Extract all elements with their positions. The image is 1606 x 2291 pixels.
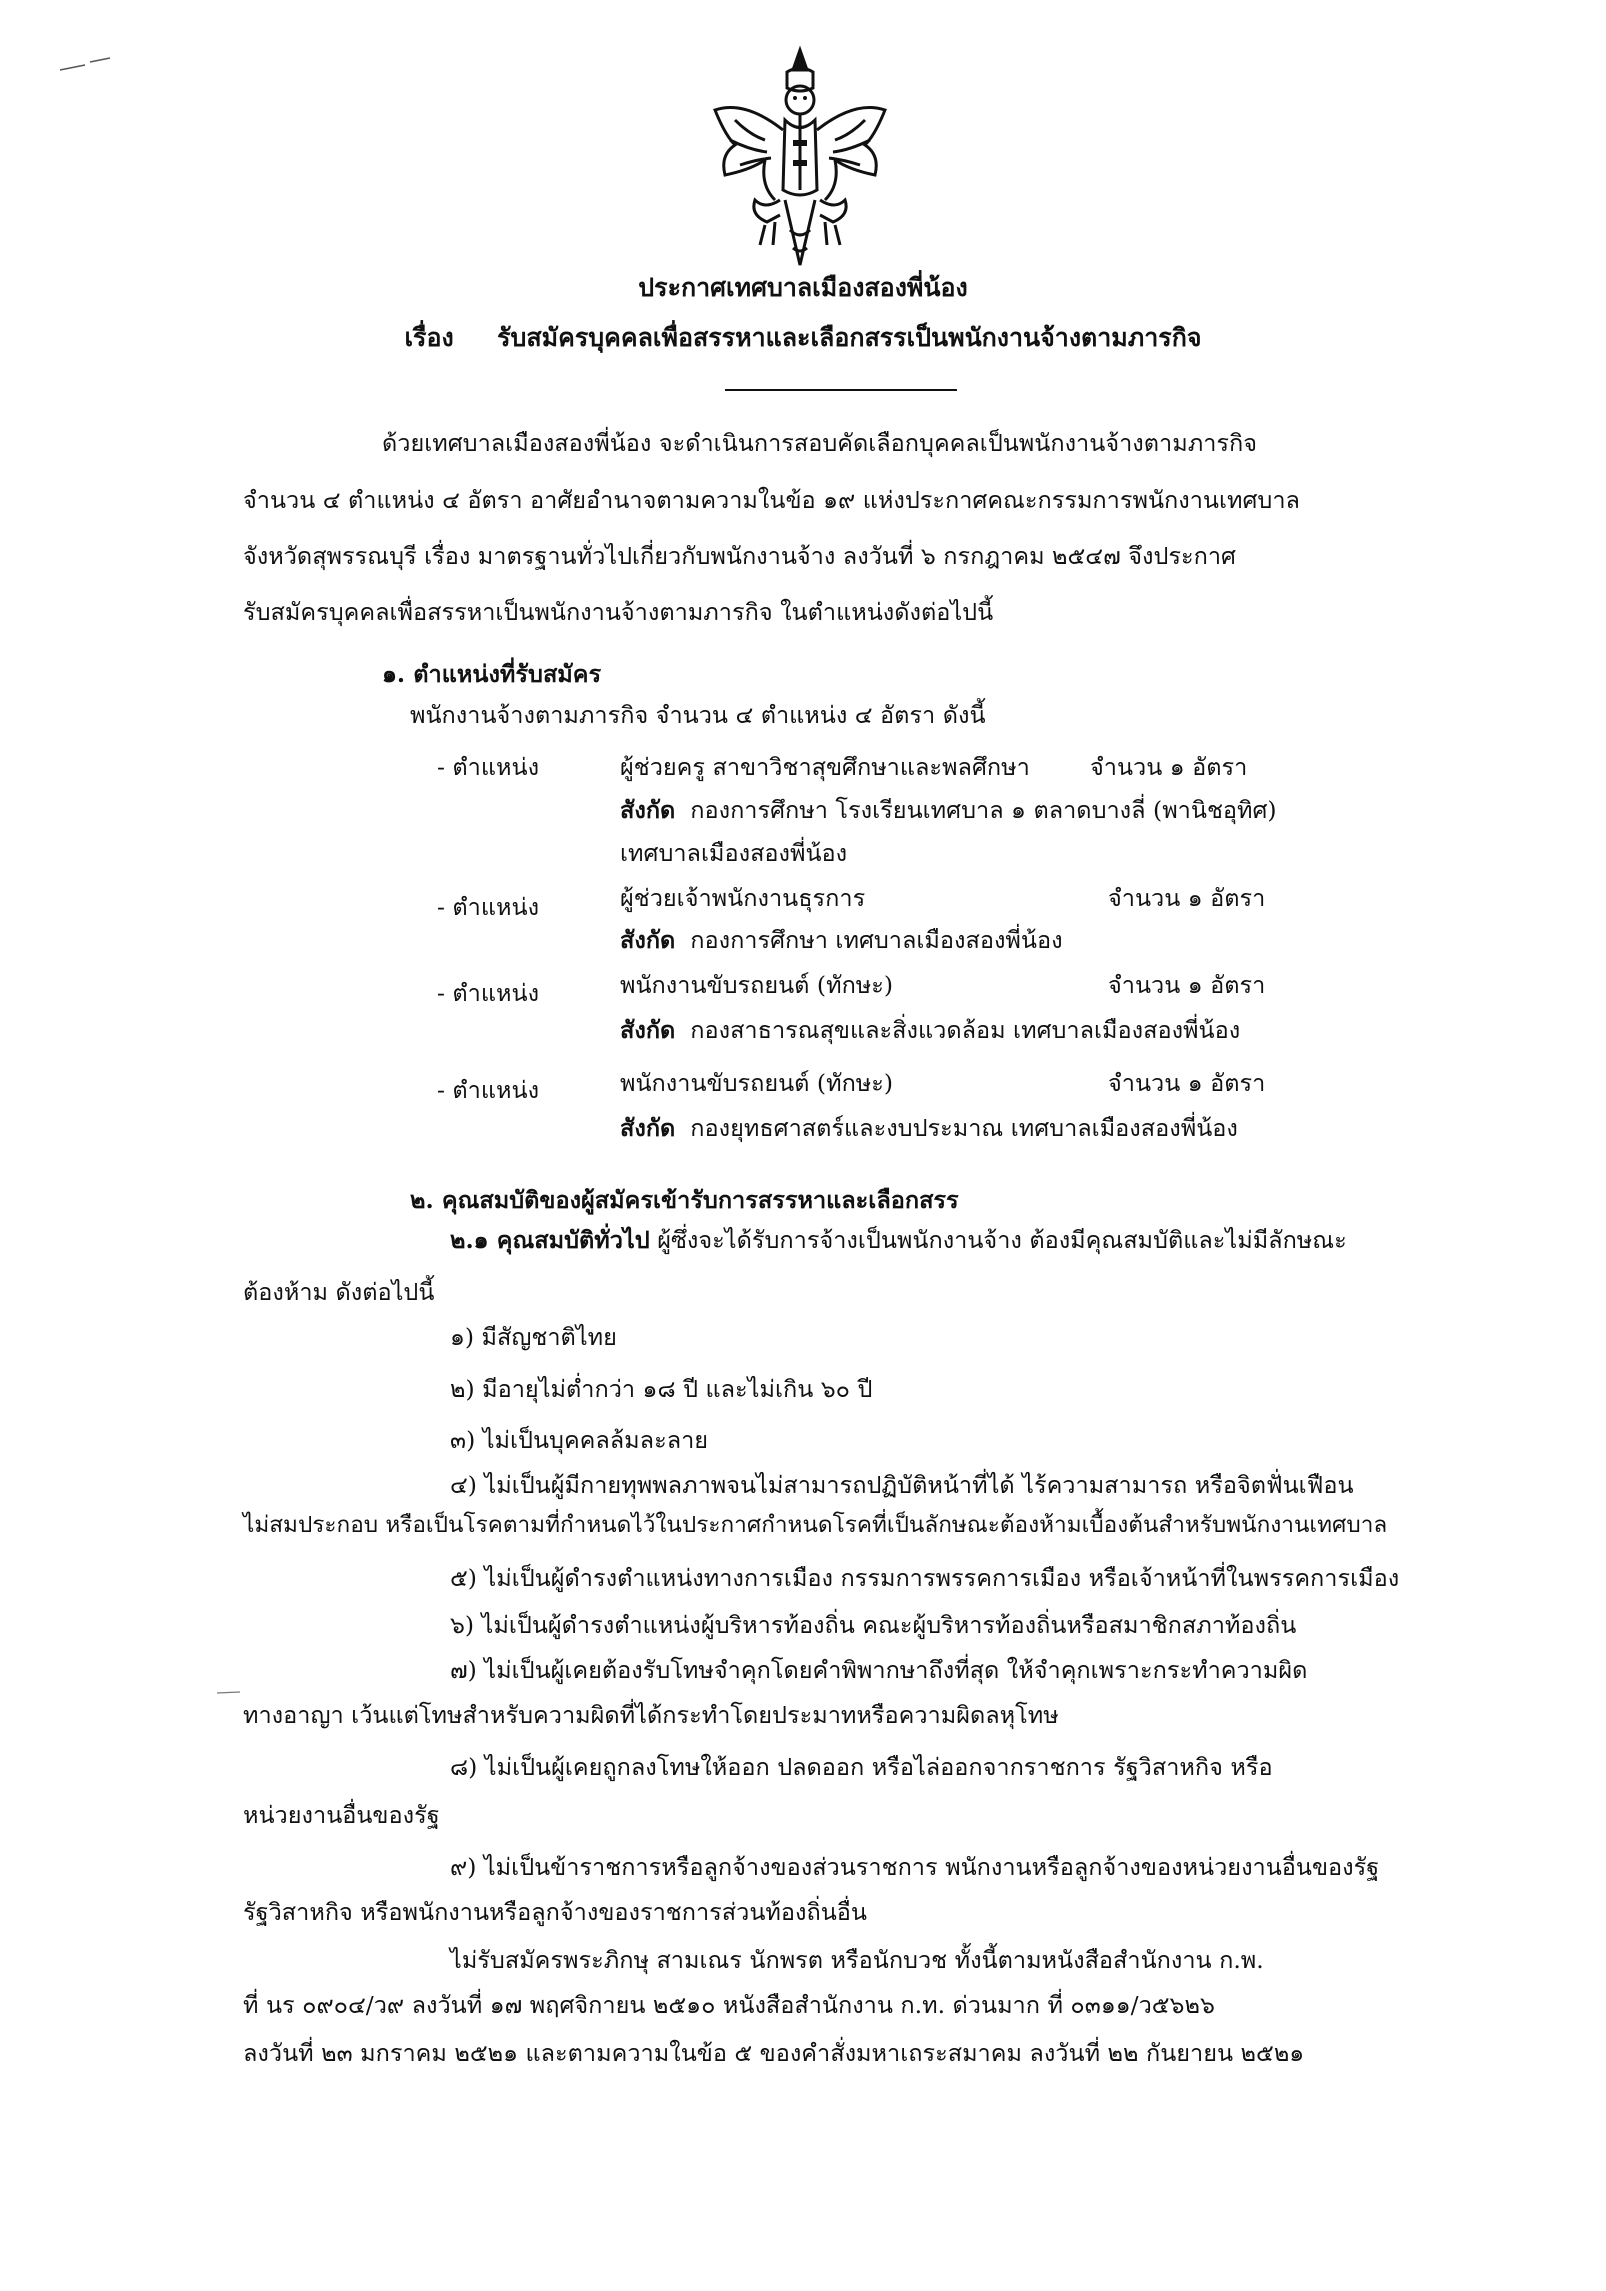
qualification-item: ๙) ไม่เป็นข้าราชการหรือลูกจ้างของส่วนราชการ พนักงานหรือลูกจ้างของหน่วยงานอื่นของรัฐ [450,1853,1380,1881]
qualification-item: ๓) ไม่เป็นบุคคลล้มละลาย [450,1426,709,1454]
sub-heading: ๒.๑ คุณสมบัติทั่วไป [450,1226,650,1254]
document-subject [0,318,1606,358]
position-label: - ตำแหน่ง [437,1076,540,1104]
position-affiliation [620,1015,1240,1045]
document-title: ประกาศเทศบาลเมืองสองพี่น้อง [638,273,968,302]
qualification-item: ๘) ไม่เป็นผู้เคยถูกลงโทษให้ออก ปลดออก หรือไล่ออกจากราชการ รัฐวิสาหกิจ หรือ [450,1753,1273,1781]
section2-sub [450,1225,1347,1255]
qualification-item: ๕) ไม่เป็นผู้ดำรงตำแหน่งทางการเมือง กรรมการพรรคการเมือง หรือเจ้าหน้าที่ในพรรคการเมือง [450,1564,1400,1592]
position-title: พนักงานขับรถยนต์ (ทักษะ) [620,971,894,999]
intro-line: จำนวน ๔ ตำแหน่ง ๔ อัตรา อาศัยอำนาจตามความในข้อ ๑๙ แห่งประกาศคณะกรรมการพนักงานเทศบาล [243,486,1300,514]
scan-mark [55,50,115,80]
qualification-item-cont: รัฐวิสาหกิจ หรือพนักงานหรือลูกจ้างของราชการส่วนท้องถิ่นอื่น [243,1898,867,1926]
section2-sub-cont: ต้องห้าม ดังต่อไปนี้ [243,1278,435,1306]
intro-line: จังหวัดสุพรรณบุรี เรื่อง มาตรฐานทั่วไปเกี่ยวกับพนักงานจ้าง ลงวันที่ ๖ กรกฎาคม ๒๕๔๗ จึงประกาศ [243,542,1236,570]
affiliation-label: สังกัด [620,926,676,954]
sub-text: ผู้ซึ่งจะได้รับการจ้างเป็นพนักงานจ้าง ต้องมีคุณสมบัติและไม่มีลักษณะ [649,1226,1347,1254]
position-affiliation-cont: เทศบาลเมืองสองพี่น้อง [620,839,848,867]
qualification-item-cont: ไม่สมประกอบ หรือเป็นโรคตามที่กำหนดไว้ในประกาศกำหนดโรคที่เป็นลักษณะต้องห้ามเบื้องต้นสำหรับพนักงานเทศบาล [243,1512,1388,1538]
affiliation-label: สังกัด [620,1114,676,1142]
affiliation-label: สังกัด [620,1016,676,1044]
position-affiliation [620,1113,1238,1143]
closing-line: ที่ นร ๐๙๐๔/ว๙ ลงวันที่ ๑๗ พฤศจิกายน ๒๕๑๐ หนังสือสำนักงาน ก.ท. ด่วนมาก ที่ ๐๓๑๑/ว๕๖๒๖ [243,1991,1215,2019]
affiliation-label: สังกัด [620,796,676,824]
position-title: ผู้ช่วยครู สาขาวิชาสุขศึกษาและพลศึกษา [620,753,1030,781]
affiliation-text: กองสาธารณสุขและสิ่งแวดล้อม เทศบาลเมืองสองพี่น้อง [690,1016,1241,1044]
position-label: - ตำแหน่ง [437,979,540,1007]
qualification-item-cont: หน่วยงานอื่นของรัฐ [243,1801,440,1829]
intro-line: ด้วยเทศบาลเมืองสองพี่น้อง จะดำเนินการสอบคัดเลือกบุคคลเป็นพนักงานจ้างตามภารกิจ [382,429,1258,457]
closing-line: ลงวันที่ ๒๓ มกราคม ๒๕๒๑ และตามความในข้อ ๕ ของคำสั่งมหาเถระสมาคม ลงวันที่ ๒๒ กันยายน ๒๕๒๑ [243,2039,1305,2067]
section1-heading: ๑. ตำแหน่งที่รับสมัคร [382,660,602,688]
scan-mark [215,1688,245,1698]
section1-summary: พนักงานจ้างตามภารกิจ จำนวน ๔ ตำแหน่ง ๔ อัตรา ดังนี้ [410,701,986,729]
intro-line: รับสมัครบุคคลเพื่อสรรหาเป็นพนักงานจ้างตามภารกิจ ในตำแหน่งดังต่อไปนี้ [243,598,994,626]
position-count: จำนวน ๑ อัตรา [1108,971,1266,999]
affiliation-text: กองการศึกษา เทศบาลเมืองสองพี่น้อง [690,926,1063,954]
position-label: - ตำแหน่ง [437,893,540,921]
position-count: จำนวน ๑ อัตรา [1108,1069,1266,1097]
position-count: จำนวน ๑ อัตรา [1090,753,1248,781]
affiliation-text: กองยุทธศาสตร์และงบประมาณ เทศบาลเมืองสองพี่น้อง [690,1114,1238,1142]
subject-label: เรื่อง [404,323,454,352]
title-underline [725,389,957,391]
subject-text: รับสมัครบุคคลเพื่อสรรหาและเลือกสรรเป็นพนักงานจ้างตามภารกิจ [497,323,1202,352]
closing-line: ไม่รับสมัครพระภิกษุ สามเณร นักพรต หรือนักบวช ทั้งนี้ตามหนังสือสำนักงาน ก.พ. [450,1946,1264,1974]
position-affiliation [620,925,1063,955]
position-affiliation [620,795,1277,825]
qualification-item: ๗) ไม่เป็นผู้เคยต้องรับโทษจำคุกโดยคำพิพากษาถึงที่สุด ให้จำคุกเพราะกระทำความผิด [450,1656,1308,1684]
affiliation-text: กองการศึกษา โรงเรียนเทศบาล ๑ ตลาดบางลี่ (พานิชอุทิศ) [690,796,1277,824]
qualification-item: ๖) ไม่เป็นผู้ดำรงตำแหน่งผู้บริหารท้องถิ่น คณะผู้บริหารท้องถิ่นหรือสมาชิกสภาท้องถิ่น [450,1611,1297,1639]
position-count: จำนวน ๑ อัตรา [1108,884,1266,912]
qualification-item: ๔) ไม่เป็นผู้มีกายทุพพลภาพจนไม่สามารถปฏิบัติหน้าที่ได้ ไร้ความสามารถ หรือจิตฟั่นเฟือน [450,1471,1354,1499]
qualification-item-cont: ทางอาญา เว้นแต่โทษสำหรับความผิดที่ได้กระทำโดยประมาทหรือความผิดลหุโทษ [243,1701,1059,1729]
position-title: ผู้ช่วยเจ้าพนักงานธุรการ [620,884,866,912]
section2-heading: ๒. คุณสมบัติของผู้สมัครเข้ารับการสรรหาและเลือกสรร [410,1186,959,1214]
position-title: พนักงานขับรถยนต์ (ทักษะ) [620,1069,894,1097]
position-label: - ตำแหน่ง [437,753,540,781]
qualification-item: ๑) มีสัญชาติไทย [450,1323,617,1351]
qualification-item: ๒) มีอายุไม่ต่ำกว่า ๑๘ ปี และไม่เกิน ๖๐ ปี [450,1375,873,1403]
garuda-emblem-icon [705,40,895,280]
